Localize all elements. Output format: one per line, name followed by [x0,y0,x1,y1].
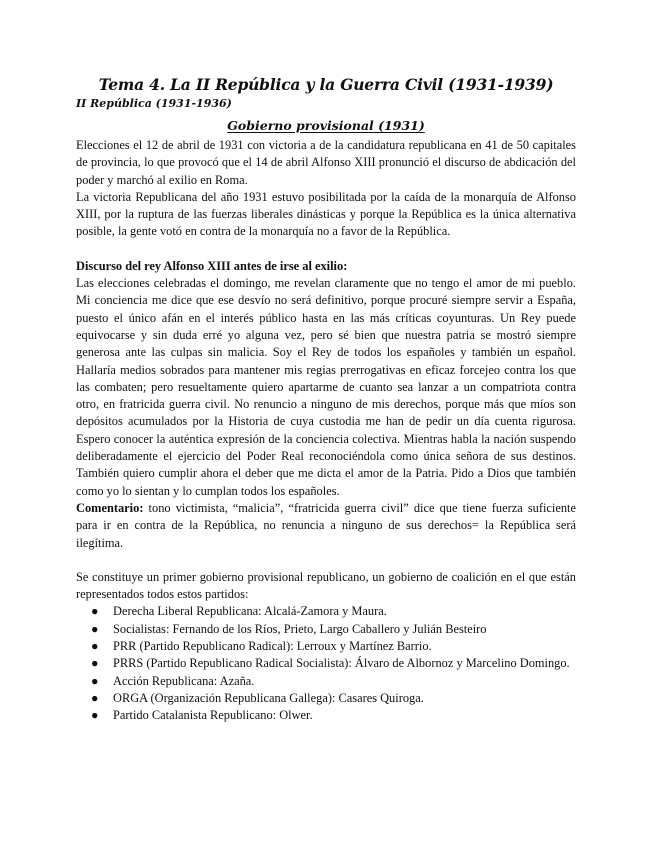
bullet-icon: ● [91,673,99,688]
party-text: Partido Catalanista Republicano: Olwer. [113,708,313,723]
list-item [91,638,576,655]
party-text: PRRS (Partido Republicano Radical Socialista): Álvaro de Albornoz y Marcelino Domingo. [113,656,570,671]
comment-label: Comentario: [76,500,144,515]
bullet-icon: ● [91,621,99,636]
speech-text: Las elecciones celebradas el domingo, me revelan claramente que no tengo el amor de mi pueblo. Mi conciencia me dice que ese desvío no será definitivo, porque procuré siempre servir a España, puesto el único afán en el interés público hasta en las más críticas coyunturas. Un Rey puede equivocarse y sin duda erré yo alguna vez, pero sé bien que nuestra patria se mostró siempre generosa ante las culpas sin malicia. Soy el Rey de todos los españoles y también un español. Hallaría medios sobrados para mantener mis regias prerrogativas en eficaz forcejeo contra los que las combaten; pero resueltamente quiero apartarme de cuanto sea lanzar a un compatriota contra otro, en fratricida guerra civil. No renuncio a ninguno de mis derechos, porque más que míos son depósitos acumulados por la Historia de cuya custodia me han de pedir un día cuenta rigurosa. Espero conocer la auténtica expresión de la conciencia colectiva. Mientras habla la nación suspendo deliberadamente el ejercicio del Poder Real reconociéndola como única señora de sus destinos. También quiero cumplir ahora el deber que me dicta el amor de la Patria. Pido a Dios que también como yo lo sientan y lo cumplan todos los españoles. [76,276,576,498]
party-text: PRR (Partido Republicano Radical): Lerroux y Martínez Barrio. [113,639,432,654]
intro-paragraph-1: Elecciones el 12 de abril de 1931 con victoria a de la candidatura republicana en 41 de 50 capitales de provincia, lo que provocó que el 14 de abril Alfonso XIII pronunció el discurso de abdicación del poder y marchó al exilio en Roma. [76,138,576,187]
party-text: ORGA (Organización Republicana Gallega): Casares Quiroga. [113,690,424,705]
document-title: Tema 4. La II República y la Guerra Civil (1931-1939) [98,75,554,94]
comment-text: tono victimista, “malicia”, “fratricida guerra civil” dice que tiene fuerza suficiente para ir en contra de la República, no renuncia a ninguno de sus derechos= la República será ilegítima. [76,500,576,550]
section-title: II República (1931-1936) [76,97,232,110]
bullet-icon: ● [91,639,99,654]
comment-paragraph [76,500,576,552]
list-item [91,707,576,724]
bullet-icon: ● [91,690,99,705]
list-item [91,621,576,638]
bullet-icon: ● [91,656,99,671]
party-text: Derecha Liberal Republicana: Alcalá-Zamora y Maura. [113,604,387,619]
party-list [76,603,576,724]
spacer [76,241,576,258]
party-text: Socialistas: Fernando de los Ríos, Prieto, Largo Caballero y Julián Besteiro [113,621,487,636]
government-intro: Se constituye un primer gobierno provisional republicano, un gobierno de coalición en el que están representados todos estos partidos: [76,569,576,602]
list-item [91,673,576,690]
party-text: Acción Republicana: Azaña. [113,673,255,688]
list-item [91,655,576,672]
list-item [91,690,576,707]
document-page [76,74,576,725]
subsection-title: Gobierno provisional (1931) [227,118,425,133]
list-item [91,603,576,620]
bullet-icon: ● [91,604,99,619]
speech-heading: Discurso del rey Alfonso XIII antes de irse al exilio: [76,258,348,273]
spacer [76,552,576,569]
bullet-icon: ● [91,708,99,723]
intro-paragraph-2: La victoria Republicana del año 1931 estuvo posibilitada por la caída de la monarquía de Alfonso XIII, por la ruptura de las fuerzas liberales dinásticas y porque la República es la única alternativa posible, la gente votó en contra de la monarquía no a favor de la República. [76,189,576,239]
